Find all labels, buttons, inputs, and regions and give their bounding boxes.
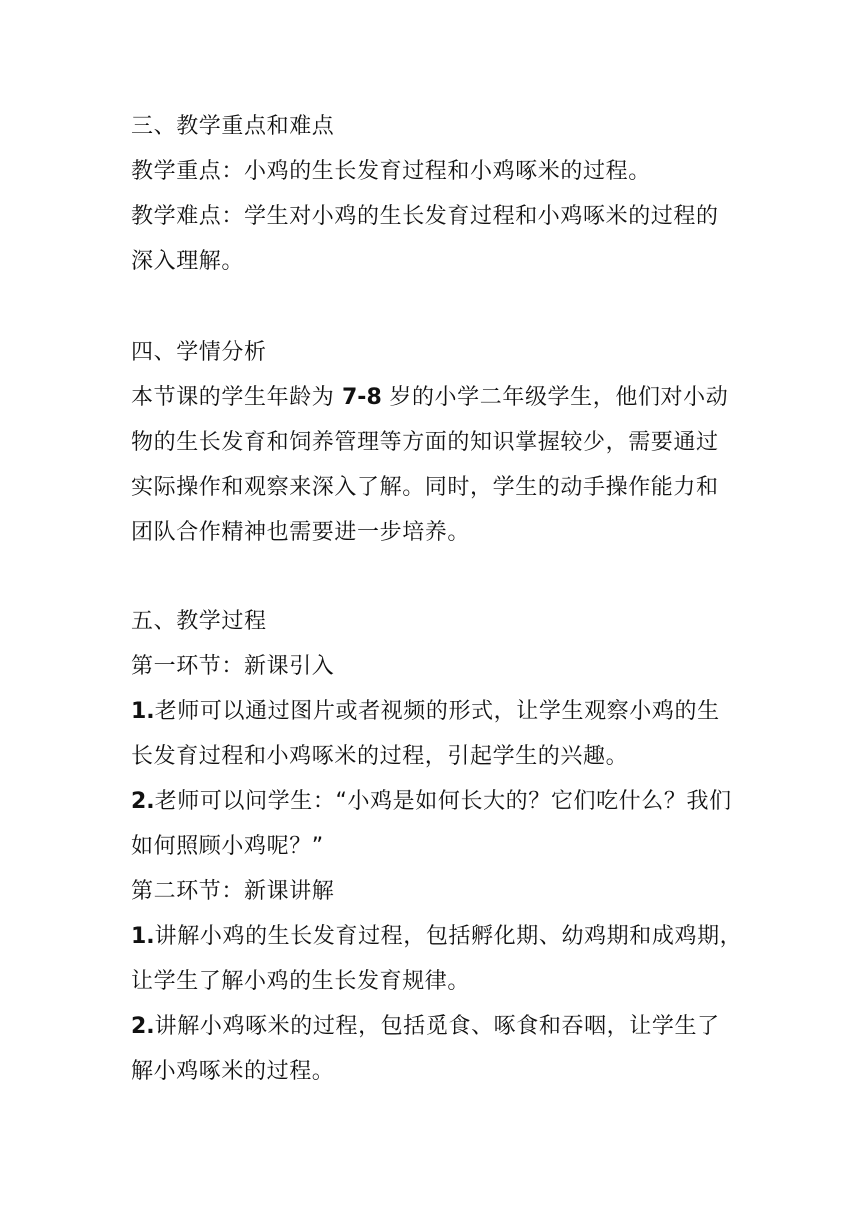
list-text: 讲解小鸡的生长发育过程，包括孵化期、幼鸡期和成鸡期，: [154, 924, 743, 949]
learner-analysis-text-a: 本节课的学生年龄为: [131, 385, 342, 410]
section-heading-teaching-process: 五、教学过程: [131, 609, 267, 634]
stage-2-item-2-line-2: 解小鸡啄米的过程。: [131, 1059, 335, 1084]
stage-1-heading: 第一环节：新课引入: [131, 654, 335, 679]
learner-analysis-line-3: 实际操作和观察来深入了解。同时，学生的动手操作能力和: [131, 475, 719, 500]
learner-analysis-text-b: 岁的小学二年级学生，他们对小动: [381, 385, 729, 410]
stage-1-item-2-line-2: 如何照顾小鸡呢？”: [131, 834, 324, 859]
stage-2-item-1-line-2: 让学生了解小鸡的生长发育规律。: [131, 969, 471, 994]
section-heading-teaching-focus: 三、教学重点和难点: [131, 114, 335, 139]
stage-1-item-2-line-1: [131, 787, 741, 817]
stage-2-heading: 第二环节：新课讲解: [131, 879, 335, 904]
stage-2-item-1-line-1: [131, 922, 741, 952]
list-number: 1.: [131, 924, 155, 949]
list-number: 2.: [131, 1014, 155, 1039]
key-point-text: 教学重点：小鸡的生长发育过程和小鸡啄米的过程。: [131, 159, 651, 184]
section-heading-learner-analysis: 四、学情分析: [131, 340, 267, 365]
difficulty-text-line-1: 教学难点：学生对小鸡的生长发育过程和小鸡啄米的过程的: [131, 204, 719, 229]
stage-2-item-2-line-1: [131, 1012, 741, 1042]
list-text: 老师可以问学生：“小鸡是如何长大的？它们吃什么？我们: [154, 789, 732, 814]
learner-analysis-line-2: 物的生长发育和饲养管理等方面的知识掌握较少，需要通过: [131, 430, 719, 455]
stage-1-item-1-line-2: 长发育过程和小鸡啄米的过程，引起学生的兴趣。: [131, 744, 629, 769]
age-range: 7-8: [342, 385, 382, 410]
list-number: 2.: [131, 789, 155, 814]
difficulty-text-line-2: 深入理解。: [131, 249, 245, 274]
learner-analysis-line-1: [131, 383, 741, 413]
list-number: 1.: [131, 699, 155, 724]
list-text: 老师可以通过图片或者视频的形式，让学生观察小鸡的生: [154, 699, 720, 724]
learner-analysis-line-4: 团队合作精神也需要进一步培养。: [131, 520, 471, 545]
list-text: 讲解小鸡啄米的过程，包括觅食、啄食和吞咽，让学生了: [154, 1014, 720, 1039]
stage-1-item-1-line-1: [131, 697, 741, 727]
